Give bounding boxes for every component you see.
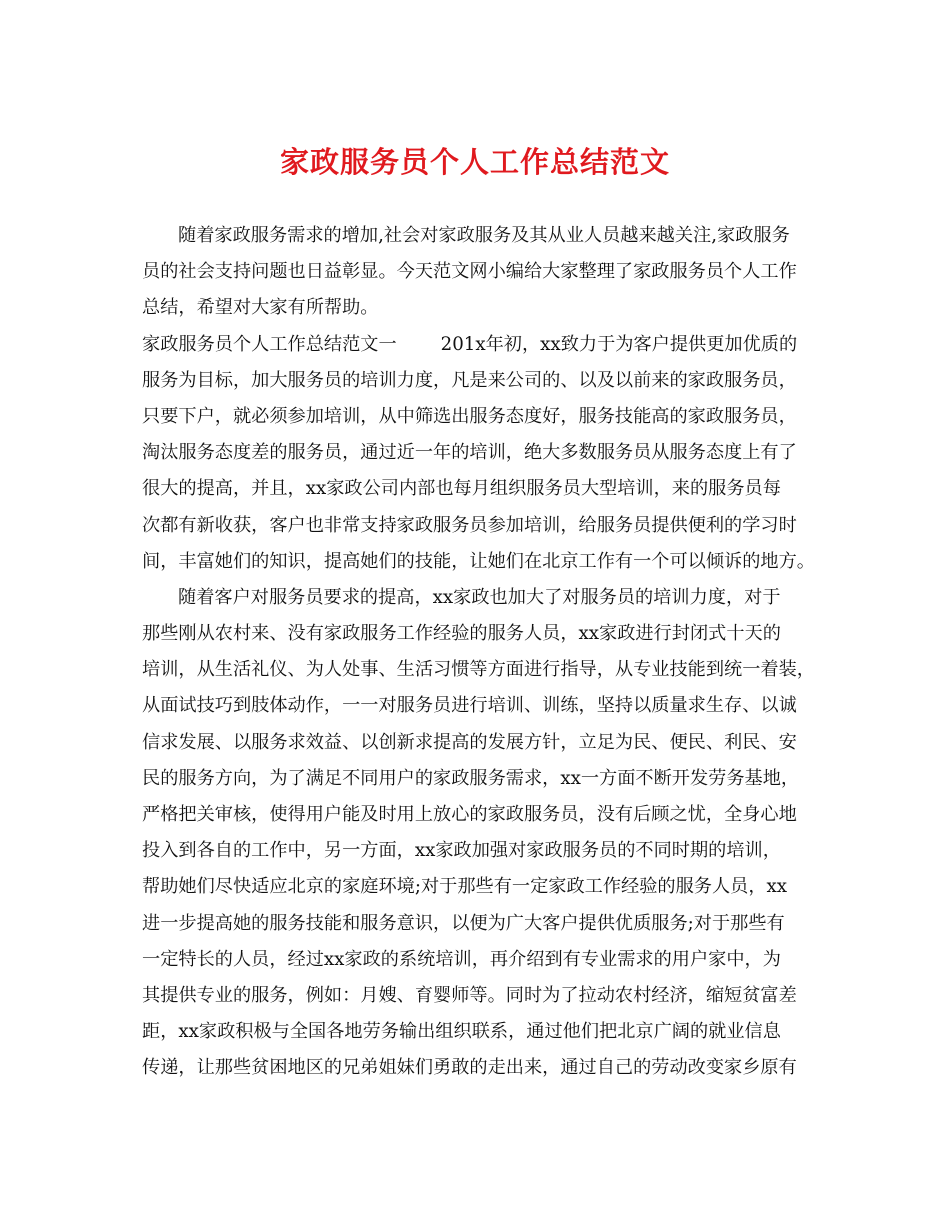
intro-line: 总结，希望对大家有所帮助。 — [142, 297, 379, 319]
paragraph2-line: 从面试技巧到肢体动作，一一对服务员进行培训、训练，坚持以质量求生存、以诚 — [142, 695, 797, 717]
section1-line: 只要下户，就必须参加培训，从中筛选出服务态度好，服务技能高的家政服务员， — [142, 405, 797, 427]
section1-line: 很大的提高，并且，xx家政公司内部也每月组织服务员大型培训，来的服务员每 — [142, 478, 781, 500]
intro-line: 随着家政服务需求的增加,社会对家政服务及其从业人员越来越关注,家政服务 — [178, 225, 790, 246]
paragraph2-line: 严格把关审核，使得用户能及时用上放心的家政服务员，没有后顾之忧，全身心地 — [142, 804, 797, 825]
paragraph2-line: 培训，从生活礼仪、为人处事、生活习惯等方面进行指导，从专业技能到统一着装， — [142, 659, 815, 681]
paragraph2-line: 随着客户对服务员要求的提高，xx家政也加大了对服务员的培训力度，对于 — [178, 586, 781, 608]
paragraph2-line: 投入到各自的工作中，另一方面，xx家政加强对家政服务员的不同时期的培训， — [142, 840, 781, 862]
section1-line: 间，丰富她们的知识，提高她们的技能，让她们在北京工作有一个可以倾诉的地方。 — [142, 550, 815, 572]
paragraph2-line: 信求发展、以服务求效益、以创新求提高的发展方针，立足为民、便民、利民、安 — [142, 731, 797, 753]
paragraph2-line: 民的服务方向，为了满足不同用户的家政服务需求，xx一方面不断开发劳务基地， — [142, 767, 800, 789]
section-heading-line — [142, 327, 842, 363]
paragraph2-line: 那些刚从农村来、没有家政服务工作经验的服务人员，xx家政进行封闭式十天的 — [142, 623, 781, 645]
paragraph2-line: 距，xx家政积极与全国各地劳务输出组织联系，通过他们把北京广阔的就业信息 — [142, 1021, 781, 1043]
section-first-text: 201x年初，xx致力于为客户提供更加优质的 — [440, 333, 798, 355]
document-title: 家政服务员个人工作总结范文 — [279, 145, 670, 179]
section-heading: 家政服务员个人工作总结范文一 — [142, 333, 397, 355]
section1-line: 淘汰服务态度差的服务员，通过近一年的培训，绝大多数服务员从服务态度上有了 — [142, 442, 797, 464]
document-body — [142, 218, 842, 1087]
section1-line: 服务为目标，加大服务员的培训力度，凡是来公司的、以及以前来的家政服务员， — [142, 369, 797, 391]
paragraph2-line: 其提供专业的服务，例如：月嫂、育婴师等。同时为了拉动农村经济，缩短贫富差 — [142, 984, 797, 1006]
section1-line: 次都有新收获，客户也非常支持家政服务员参加培训，给服务员提供便利的学习时 — [142, 514, 797, 536]
paragraph2-line: 进一步提高她的服务技能和服务意识，以便为广大客户提供优质服务;对于那些有 — [142, 912, 785, 934]
paragraph2-line: 一定特长的人员，经过xx家政的系统培训，再介绍到有专业需求的用户家中，为 — [142, 948, 781, 970]
paragraph2-line: 传递，让那些贫困地区的兄弟姐妹们勇敢的走出来，通过自己的劳动改变家乡原有 — [142, 1057, 797, 1079]
intro-line: 员的社会支持问题也日益彰显。今天范文网小编给大家整理了家政服务员个人工作 — [142, 261, 797, 283]
paragraph2-line: 帮助她们尽快适应北京的家庭环境;对于那些有一定家政工作经验的服务人员，xx — [142, 876, 788, 898]
